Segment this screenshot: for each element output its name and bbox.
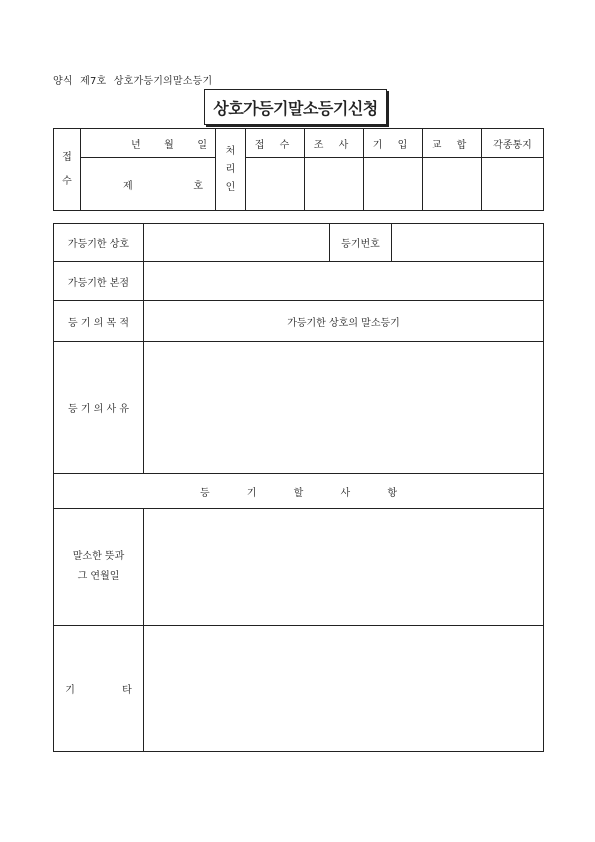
other-field[interactable]	[144, 626, 544, 752]
form-caption: 양식 제7호 상호가등기의말소등기	[53, 76, 213, 87]
col-header-review: 조 사	[305, 129, 364, 158]
cause-field[interactable]	[144, 342, 544, 474]
head-office-field[interactable]	[144, 262, 544, 301]
purpose-label: 등 기 의 목 적	[54, 301, 144, 342]
handler-char: 인	[225, 181, 236, 193]
cause-label: 등 기 의 사 유	[54, 342, 144, 474]
date-field[interactable]	[81, 129, 216, 158]
reception-char: 수	[62, 175, 72, 187]
year-label: 년	[131, 139, 141, 151]
cancellation-label-line1: 말소한 뜻과	[72, 551, 125, 562]
cancellation-label	[54, 509, 144, 626]
month-label: 월	[164, 139, 174, 151]
notices-stamp-cell[interactable]	[482, 158, 544, 211]
col-header-entry: 기 입	[364, 129, 423, 158]
number-prefix: 제	[123, 180, 133, 192]
handler-char: 처	[225, 145, 236, 157]
section-heading: 등 기 할 사 항	[54, 474, 544, 509]
handler-char: 리	[225, 163, 236, 175]
col-header-collation: 교 합	[423, 129, 482, 158]
reception-char: 접	[62, 151, 72, 163]
head-office-label: 가등기한 본점	[54, 262, 144, 301]
collation-stamp-cell[interactable]	[423, 158, 482, 211]
provisional-name-label: 가등기한 상호	[54, 224, 144, 262]
day-label: 일	[197, 139, 207, 151]
handler-label	[216, 129, 246, 211]
number-field[interactable]	[81, 158, 216, 211]
review-stamp-cell[interactable]	[305, 158, 364, 211]
col-header-notices: 각종통지	[482, 129, 544, 158]
purpose-field[interactable]: 가등기한 상호의 말소등기	[144, 301, 544, 342]
registration-number-field[interactable]	[392, 224, 544, 262]
col-header-reception: 접 수	[246, 129, 305, 158]
number-suffix: 호	[193, 180, 203, 192]
cancellation-field[interactable]	[144, 509, 544, 626]
reception-label	[54, 129, 81, 211]
cancellation-label-line2: 그 연월일	[77, 571, 120, 582]
other-label: 기 타	[54, 626, 144, 752]
registration-number-label: 등기번호	[330, 224, 392, 262]
reception-stamp-cell[interactable]	[246, 158, 305, 211]
form-title: 상호가등기말소등기신청	[204, 89, 387, 125]
receipt-table	[53, 128, 544, 211]
application-table	[53, 223, 544, 752]
entry-stamp-cell[interactable]	[364, 158, 423, 211]
provisional-name-field[interactable]	[144, 224, 330, 262]
